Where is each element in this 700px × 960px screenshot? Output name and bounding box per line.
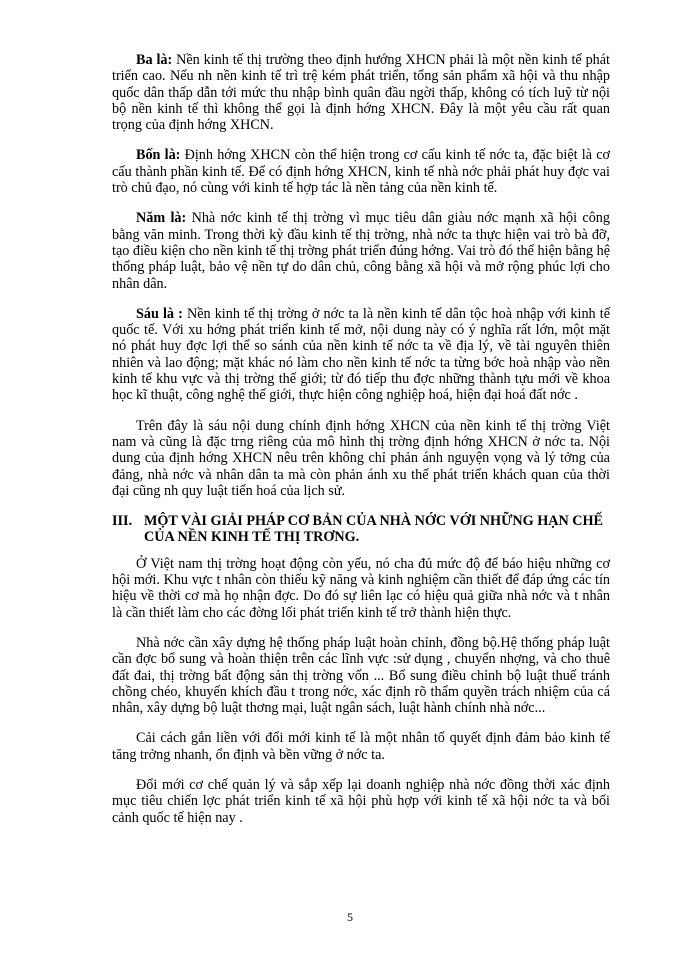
- paragraph-ba-la: [112, 52, 610, 133]
- paragraph-text: Định hớng XHCN còn thể hiện trong cơ cấu kinh tế nớc ta, đặc biệt là cơ cấu thành phần kinh tế. Để có định hớng XHCN, kinh tế nhà nớc phải phát huy đợc vai trò chủ đạo, nó cùng với kinh tế hợp tác là nền tảng của nền kinh tế.: [112, 147, 610, 197]
- paragraph-summary: [112, 418, 610, 499]
- paragraph-lead: Ba là:: [136, 52, 173, 68]
- document-page: [112, 52, 610, 840]
- paragraph-management: [112, 777, 610, 826]
- paragraph-legal-system: [112, 635, 610, 716]
- section-number: III.: [112, 513, 133, 530]
- page-number: 5: [347, 910, 353, 924]
- paragraph-lead: Năm là:: [136, 210, 187, 227]
- paragraph-text: Ở Việt nam thị trờng hoạt động còn yếu, nó cha đủ mức độ để báo hiệu những cơ hội mới. Khu vực t nhân còn thiếu kỹ năng và kinh nghiệm cần thiết để đáp ứng các tín hiệu về thời cơ mà họ nhận đợc. Do đó sự liên lạc có hiệu quả giữa nhà nớc và t nhân là cần thiết làm cho các đờng lối phát triển kinh tế trở thành hiện thực.: [112, 555, 610, 621]
- paragraph-text: Nền kinh tế thị trờng ở nớc ta là nền kinh tế dân tộc hoà nhập với kinh tế quốc tế. Với xu hớng phát triển kinh tế mở, nội dung này có ý nghĩa rất lớn, một mặt nó phát huy đợc lợi thế so sánh của nền kinh tế nớc ta về địa lý, về tài nguyên thiên nhiên và lao động; mặt khác nó làm cho nền kinh tế nớc ta từng bớc hoà nhập vào nền kinh tế khu vực và thị trờng thế giới; từ đó tiếp thu đợc những thành tựu mới về khoa học kĩ thuật, công nghệ thế giới, thực hiện công nghiệp hoá, hiện đại hoá đất nớc .: [112, 305, 610, 404]
- paragraph-sau-la: [112, 306, 610, 404]
- section-heading: [112, 513, 610, 546]
- paragraph-lead: Sáu là :: [136, 305, 183, 322]
- paragraph-text: Nhà nớc kinh tế thị trờng vì mục tiêu dân giàu nớc mạnh xã hội công bằng văn minh. Trong thời kỳ đầu kinh tế thị trờng, nhà nớc ta thực hiện vai trò bà đỡ, tạo điều kiện cho nền kinh tế thị trờng phát triển đúng hớng. Vai trò đó thể hiện bằng hệ thống pháp luật, bảo vệ nền tự do dân chủ, công bằng xã hội và mở rộng phúc lợi cho nhân dân.: [112, 210, 610, 292]
- paragraph-bon-la: [112, 147, 610, 196]
- paragraph-reform: [112, 730, 610, 763]
- section-title: MỘT VÀI GIẢI PHÁP CƠ BẢN CỦA NHÀ NỚC VỚI NHỮNG HẠN CHẾ CỦA NỀN KINH TẾ THỊ TRƠNG.: [144, 513, 604, 546]
- paragraph-market-weak: [112, 556, 610, 621]
- paragraph-text: Đổi mới cơ chế quản lý và sắp xếp lại doanh nghiệp nhà nớc đồng thời xác định mục tiêu chiến lợc phát triển kinh tế xã hội phù hợp với kinh tế xã hội nớc ta và bối cảnh quốc tế hiện nay .: [112, 776, 610, 826]
- paragraph-text: Nền kinh tế thị trường theo định hướng XHCN phải là một nền kinh tế phát triển cao. Nếu nh nền kinh tế trì trệ kém phát triển, tổng sản phẩm xã hội và thu nhập quốc dân thấp dẫn tới mức thu nhập bình quân đầu ngời thấp, không có tích luỹ từ nội bộ nền kinh tế thì không thể gọi là định hớng XHCN. Đây là một yêu cầu rất quan trọng của định hớng XHCN.: [112, 52, 610, 134]
- paragraph-text: Nhà nớc cần xây dựng hệ thống pháp luật hoàn chỉnh, đồng bộ.Hệ thống pháp luật cần đợc bổ sung và hoàn thiện trên các lĩnh vực :sử dụng , chuyển nhợng, và cho thuê đất đai, thị trờng bất động sản thị trờng vốn ... Bổ sung điều chỉnh bộ luật thuế tránh chồng chéo, khuyến khích đầu t trong nớc, xác định rõ thẩm quyền trách nhiệm của cá nhân, xây dựng bộ luật thơng mại, luật ngân sách, luật hành chính nhà nớc...: [112, 634, 610, 717]
- paragraph-text: Trên đây là sáu nội dung chính định hớng XHCN của nền kinh tế thị trờng Việt nam và cũng là đặc trng riêng của mô hình thị trờng định hớng XHCN ở nớc ta. Nội dung của định hớng XHCN nêu trên không chỉ phản ánh nguyện vọng và lý tởng của đảng, nhà nớc và nhân dân ta mà còn phản ánh xu thế phát triển khách quan của thời đại cũng nh quy luật tiến hoá của lịch sử.: [112, 417, 610, 499]
- paragraph-lead: Bốn là:: [136, 147, 181, 164]
- paragraph-text: Cải cách gắn liền với đổi mới kinh tế là một nhân tố quyết định đảm bảo kinh tế tăng trởng nhanh, ổn định và bền vững ở nớc ta.: [112, 730, 610, 763]
- paragraph-nam-la: [112, 210, 610, 291]
